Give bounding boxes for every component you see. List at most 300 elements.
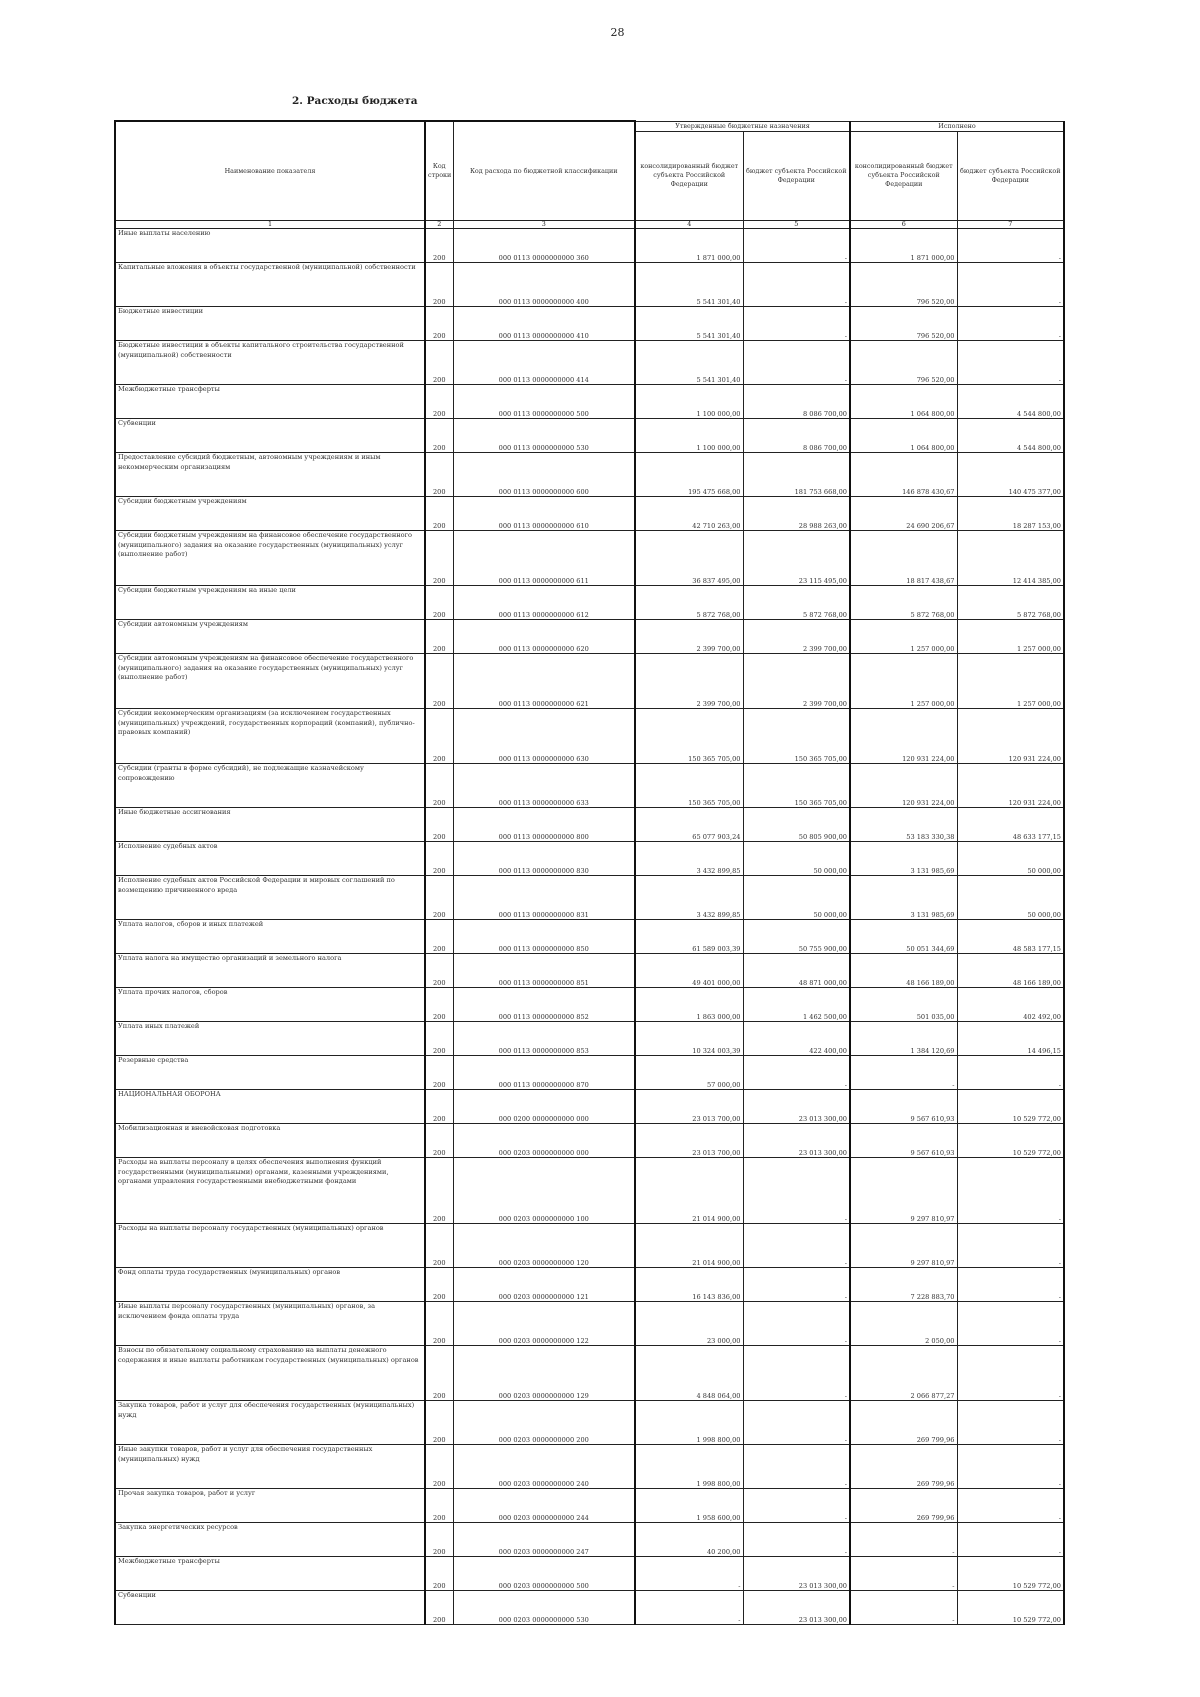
row-line-code: 200 [425, 263, 453, 307]
row-classification-code: 000 0203 0000000000 100 [453, 1158, 635, 1224]
row-approved-consolidated: 21 014 900,00 [635, 1224, 743, 1268]
row-executed-consolidated: 48 166 189,00 [850, 954, 957, 988]
row-executed-consolidated: 501 035,00 [850, 988, 957, 1022]
row-approved-consolidated: 5 541 301,40 [635, 341, 743, 385]
row-approved-subject: - [743, 307, 850, 341]
page-number: 28 [610, 26, 625, 39]
table-row [115, 419, 1064, 453]
row-line-code: 200 [425, 229, 453, 263]
row-approved-subject: - [743, 229, 850, 263]
row-classification-code: 000 0113 0000000000 850 [453, 920, 635, 954]
row-approved-consolidated: 16 143 836,00 [635, 1268, 743, 1302]
row-executed-consolidated: 796 520,00 [850, 263, 957, 307]
row-approved-subject: - [743, 341, 850, 385]
row-name: Иные закупки товаров, работ и услуг для обеспечения государственных (муниципальных) нужд [115, 1445, 425, 1489]
row-name: Иные бюджетные ассигнования [115, 808, 425, 842]
row-executed-consolidated: 120 931 224,00 [850, 764, 957, 808]
row-name: Закупка энергетических ресурсов [115, 1523, 425, 1557]
row-executed-consolidated: - [850, 1056, 957, 1090]
row-executed-subject: 48 583 177,15 [957, 920, 1064, 954]
row-classification-code: 000 0113 0000000000 400 [453, 263, 635, 307]
row-line-code: 200 [425, 620, 453, 654]
table-row [115, 842, 1064, 876]
row-executed-subject: 1 257 000,00 [957, 620, 1064, 654]
row-approved-consolidated: 1 100 000,00 [635, 385, 743, 419]
row-name: Субсидии бюджетным учреждениям [115, 497, 425, 531]
row-classification-code: 000 0113 0000000000 600 [453, 453, 635, 497]
table-row [115, 453, 1064, 497]
row-executed-consolidated: 269 799,96 [850, 1445, 957, 1489]
row-approved-consolidated: 4 848 064,00 [635, 1346, 743, 1401]
row-approved-consolidated: 36 837 495,00 [635, 531, 743, 586]
row-line-code: 200 [425, 954, 453, 988]
row-classification-code: 000 0113 0000000000 870 [453, 1056, 635, 1090]
row-approved-subject: 8 086 700,00 [743, 419, 850, 453]
row-classification-code: 000 0113 0000000000 630 [453, 709, 635, 764]
row-approved-consolidated: 57 000,00 [635, 1056, 743, 1090]
row-approved-subject: - [743, 1056, 850, 1090]
row-executed-subject: - [957, 1346, 1064, 1401]
row-approved-subject: - [743, 263, 850, 307]
row-approved-consolidated: 150 365 705,00 [635, 764, 743, 808]
row-executed-subject: 4 544 800,00 [957, 385, 1064, 419]
table-row [115, 654, 1064, 709]
row-name: Уплата иных платежей [115, 1022, 425, 1056]
row-name: Уплата налога на имущество организаций и земельного налога [115, 954, 425, 988]
row-approved-subject: - [743, 1224, 850, 1268]
row-line-code: 200 [425, 531, 453, 586]
row-name: Субсидии бюджетным учреждениям на финансовое обеспечение государственного (муниципального) задания на оказание государственных (муниципальных) услуг (выполнение работ) [115, 531, 425, 586]
row-executed-consolidated: 1 064 800,00 [850, 419, 957, 453]
row-executed-subject: 402 492,00 [957, 988, 1064, 1022]
row-classification-code: 000 0113 0000000000 633 [453, 764, 635, 808]
table-row [115, 1224, 1064, 1268]
row-approved-subject: 50 000,00 [743, 842, 850, 876]
row-line-code: 200 [425, 1056, 453, 1090]
row-name: Предоставление субсидий бюджетным, автономным учреждениям и иным некоммерческим организациям [115, 453, 425, 497]
row-approved-subject: 150 365 705,00 [743, 764, 850, 808]
row-classification-code: 000 0113 0000000000 360 [453, 229, 635, 263]
row-executed-subject: - [957, 1268, 1064, 1302]
row-executed-subject: 12 414 385,00 [957, 531, 1064, 586]
row-executed-subject: - [957, 341, 1064, 385]
row-executed-subject: 18 287 153,00 [957, 497, 1064, 531]
row-executed-consolidated: 1 871 000,00 [850, 229, 957, 263]
header-executed-consolidated: консолидированный бюджет субъекта Российской Федерации [850, 131, 957, 221]
row-name: Мобилизационная и вневойсковая подготовка [115, 1124, 425, 1158]
row-name: Межбюджетные трансферты [115, 385, 425, 419]
header-line-code: Код строки [425, 121, 453, 221]
row-executed-consolidated: - [850, 1591, 957, 1625]
column-number: 5 [743, 221, 850, 229]
row-classification-code: 000 0113 0000000000 414 [453, 341, 635, 385]
row-name: Иные выплаты персоналу государственных (муниципальных) органов, за исключением фонда оплаты труда [115, 1302, 425, 1346]
column-number: 6 [850, 221, 957, 229]
row-classification-code: 000 0203 0000000000 244 [453, 1489, 635, 1523]
row-executed-consolidated: - [850, 1557, 957, 1591]
row-approved-subject: 23 013 300,00 [743, 1124, 850, 1158]
header-approved-consolidated: консолидированный бюджет субъекта Российской Федерации [635, 131, 743, 221]
row-approved-consolidated: 1 958 600,00 [635, 1489, 743, 1523]
table-row [115, 586, 1064, 620]
row-name: Уплата налогов, сборов и иных платежей [115, 920, 425, 954]
row-executed-subject: 14 496,15 [957, 1022, 1064, 1056]
row-line-code: 200 [425, 453, 453, 497]
row-name: Иные выплаты населению [115, 229, 425, 263]
row-approved-subject: 150 365 705,00 [743, 709, 850, 764]
row-approved-consolidated: 150 365 705,00 [635, 709, 743, 764]
row-approved-consolidated: 1 998 800,00 [635, 1401, 743, 1445]
row-name: Исполнение судебных актов [115, 842, 425, 876]
row-executed-consolidated: 269 799,96 [850, 1489, 957, 1523]
row-line-code: 200 [425, 497, 453, 531]
row-approved-consolidated: 61 589 003,39 [635, 920, 743, 954]
row-line-code: 200 [425, 307, 453, 341]
row-classification-code: 000 0113 0000000000 620 [453, 620, 635, 654]
column-number: 4 [635, 221, 743, 229]
table-row [115, 709, 1064, 764]
table-body [115, 229, 1064, 1625]
row-name: Субсидии бюджетным учреждениям на иные цели [115, 586, 425, 620]
row-approved-consolidated: 40 200,00 [635, 1523, 743, 1557]
row-approved-subject: 23 013 300,00 [743, 1557, 850, 1591]
row-executed-subject: - [957, 229, 1064, 263]
row-executed-consolidated: 1 257 000,00 [850, 654, 957, 709]
row-classification-code: 000 0203 0000000000 240 [453, 1445, 635, 1489]
table-row [115, 1346, 1064, 1401]
row-executed-consolidated: 9 567 610,93 [850, 1124, 957, 1158]
row-line-code: 200 [425, 1124, 453, 1158]
row-executed-subject: 10 529 772,00 [957, 1591, 1064, 1625]
row-executed-consolidated: 9 567 610,93 [850, 1090, 957, 1124]
row-executed-consolidated: 24 690 206,67 [850, 497, 957, 531]
row-name: Закупка товаров, работ и услуг для обеспечения государственных (муниципальных) нужд [115, 1401, 425, 1445]
row-name: Бюджетные инвестиции [115, 307, 425, 341]
table-row [115, 1056, 1064, 1090]
row-classification-code: 000 0203 0000000000 000 [453, 1124, 635, 1158]
row-approved-consolidated: 2 399 700,00 [635, 654, 743, 709]
section-title: 2. Расходы бюджета [292, 95, 418, 107]
row-classification-code: 000 0113 0000000000 500 [453, 385, 635, 419]
table-row [115, 531, 1064, 586]
table-row [115, 229, 1064, 263]
row-classification-code: 000 0113 0000000000 610 [453, 497, 635, 531]
table-row [115, 954, 1064, 988]
row-executed-consolidated: 1 257 000,00 [850, 620, 957, 654]
column-number: 3 [453, 221, 635, 229]
row-approved-consolidated: 5 541 301,40 [635, 307, 743, 341]
row-approved-consolidated: 195 475 668,00 [635, 453, 743, 497]
row-approved-consolidated: 10 324 003,39 [635, 1022, 743, 1056]
row-approved-consolidated: 2 399 700,00 [635, 620, 743, 654]
row-approved-subject: - [743, 1302, 850, 1346]
header-approved-group: Утвержденные бюджетные назначения [635, 121, 850, 131]
table-row [115, 1090, 1064, 1124]
row-classification-code: 000 0113 0000000000 410 [453, 307, 635, 341]
table-row [115, 341, 1064, 385]
row-classification-code: 000 0203 0000000000 121 [453, 1268, 635, 1302]
row-line-code: 200 [425, 920, 453, 954]
row-executed-subject: - [957, 1401, 1064, 1445]
row-line-code: 200 [425, 654, 453, 709]
row-line-code: 200 [425, 419, 453, 453]
row-line-code: 200 [425, 1445, 453, 1489]
row-name: Уплата прочих налогов, сборов [115, 988, 425, 1022]
row-executed-consolidated: 50 051 344,69 [850, 920, 957, 954]
row-executed-subject: 4 544 800,00 [957, 419, 1064, 453]
row-classification-code: 000 0203 0000000000 122 [453, 1302, 635, 1346]
row-name: Межбюджетные трансферты [115, 1557, 425, 1591]
row-executed-subject: - [957, 1224, 1064, 1268]
row-line-code: 200 [425, 988, 453, 1022]
row-name: НАЦИОНАЛЬНАЯ ОБОРОНА [115, 1090, 425, 1124]
row-name: Расходы на выплаты персоналу государственных (муниципальных) органов [115, 1224, 425, 1268]
row-approved-subject: 50 000,00 [743, 876, 850, 920]
table-row [115, 1445, 1064, 1489]
table-row [115, 385, 1064, 419]
row-executed-subject: 50 000,00 [957, 876, 1064, 920]
row-approved-consolidated: 23 013 700,00 [635, 1124, 743, 1158]
row-name: Исполнение судебных актов Российской Федерации и мировых соглашений по возмещению причиненного вреда [115, 876, 425, 920]
row-line-code: 200 [425, 385, 453, 419]
row-line-code: 200 [425, 1401, 453, 1445]
row-line-code: 200 [425, 1489, 453, 1523]
row-name: Бюджетные инвестиции в объекты капитального строительства государственной (муниципальной) собственности [115, 341, 425, 385]
row-line-code: 200 [425, 1268, 453, 1302]
table-row [115, 1022, 1064, 1056]
table-row [115, 808, 1064, 842]
row-executed-subject: 10 529 772,00 [957, 1124, 1064, 1158]
row-approved-consolidated: 3 432 899,85 [635, 842, 743, 876]
row-line-code: 200 [425, 1224, 453, 1268]
row-line-code: 200 [425, 876, 453, 920]
row-executed-consolidated: 269 799,96 [850, 1401, 957, 1445]
row-line-code: 200 [425, 1022, 453, 1056]
row-approved-subject: 181 753 668,00 [743, 453, 850, 497]
row-executed-subject: - [957, 1445, 1064, 1489]
column-number: 7 [957, 221, 1064, 229]
table-row [115, 263, 1064, 307]
row-approved-subject: 23 115 495,00 [743, 531, 850, 586]
table-row [115, 876, 1064, 920]
row-approved-consolidated: 5 541 301,40 [635, 263, 743, 307]
table-row [115, 1489, 1064, 1523]
row-executed-subject: 10 529 772,00 [957, 1557, 1064, 1591]
row-executed-consolidated: - [850, 1523, 957, 1557]
row-approved-subject: 422 400,00 [743, 1022, 850, 1056]
row-executed-consolidated: 3 131 985,69 [850, 842, 957, 876]
table-row [115, 1124, 1064, 1158]
row-approved-subject: - [743, 1523, 850, 1557]
row-executed-consolidated: 2 050,00 [850, 1302, 957, 1346]
row-name: Субвенции [115, 419, 425, 453]
row-approved-subject: 48 871 000,00 [743, 954, 850, 988]
row-line-code: 200 [425, 1523, 453, 1557]
table-row [115, 1523, 1064, 1557]
row-executed-subject: - [957, 307, 1064, 341]
table-row [115, 1268, 1064, 1302]
row-name: Взносы по обязательному социальному страхованию на выплаты денежного содержания и иные выплаты работникам государственных (муниципальных) органов [115, 1346, 425, 1401]
row-executed-subject: 48 633 177,15 [957, 808, 1064, 842]
row-approved-subject: - [743, 1445, 850, 1489]
row-classification-code: 000 0113 0000000000 800 [453, 808, 635, 842]
table-row [115, 497, 1064, 531]
row-classification-code: 000 0113 0000000000 611 [453, 531, 635, 586]
row-approved-subject: - [743, 1346, 850, 1401]
row-line-code: 200 [425, 1346, 453, 1401]
row-classification-code: 000 0200 0000000000 000 [453, 1090, 635, 1124]
row-approved-consolidated: 21 014 900,00 [635, 1158, 743, 1224]
row-classification-code: 000 0203 0000000000 500 [453, 1557, 635, 1591]
row-executed-subject: 48 166 189,00 [957, 954, 1064, 988]
row-approved-consolidated: - [635, 1557, 743, 1591]
row-executed-subject: 120 931 224,00 [957, 709, 1064, 764]
table-row [115, 620, 1064, 654]
row-name: Фонд оплаты труда государственных (муниципальных) органов [115, 1268, 425, 1302]
row-executed-consolidated: 120 931 224,00 [850, 709, 957, 764]
row-name: Субсидии некоммерческим организациям (за исключением государственных (муниципальных) учреждений, государственных корпораций (компаний), публично-правовых компаний) [115, 709, 425, 764]
row-executed-consolidated: 146 878 430,67 [850, 453, 957, 497]
row-classification-code: 000 0203 0000000000 530 [453, 1591, 635, 1625]
row-classification-code: 000 0113 0000000000 851 [453, 954, 635, 988]
row-name: Субсидии (гранты в форме субсидий), не подлежащие казначейскому сопровождению [115, 764, 425, 808]
row-executed-consolidated: 7 228 883,70 [850, 1268, 957, 1302]
row-line-code: 200 [425, 1158, 453, 1224]
row-classification-code: 000 0113 0000000000 621 [453, 654, 635, 709]
row-approved-consolidated: 23 013 700,00 [635, 1090, 743, 1124]
column-number: 1 [115, 221, 425, 229]
header-executed-group: Исполнено [850, 121, 1064, 131]
row-executed-subject: 140 475 377,00 [957, 453, 1064, 497]
row-executed-consolidated: 2 066 877,27 [850, 1346, 957, 1401]
row-line-code: 200 [425, 842, 453, 876]
row-executed-consolidated: 53 183 330,38 [850, 808, 957, 842]
row-classification-code: 000 0203 0000000000 247 [453, 1523, 635, 1557]
column-number: 2 [425, 221, 453, 229]
row-executed-consolidated: 1 384 120,69 [850, 1022, 957, 1056]
row-approved-subject: 50 805 900,00 [743, 808, 850, 842]
row-classification-code: 000 0113 0000000000 530 [453, 419, 635, 453]
table-row [115, 764, 1064, 808]
row-approved-subject: 23 013 300,00 [743, 1090, 850, 1124]
row-name: Расходы на выплаты персоналу в целях обеспечения выполнения функций государственными (муниципальными) органами, казенными учреждениями, органами управления государственными внебюджетными фондами [115, 1158, 425, 1224]
row-name: Субвенции [115, 1591, 425, 1625]
row-classification-code: 000 0113 0000000000 852 [453, 988, 635, 1022]
row-approved-consolidated: 65 077 903,24 [635, 808, 743, 842]
row-line-code: 200 [425, 709, 453, 764]
row-approved-subject: 5 872 768,00 [743, 586, 850, 620]
row-name: Субсидии автономным учреждениям на финансовое обеспечение государственного (муниципального) задания на оказание государственных (муниципальных) услуг (выполнение работ) [115, 654, 425, 709]
row-approved-consolidated: 42 710 263,00 [635, 497, 743, 531]
row-executed-subject: - [957, 1302, 1064, 1346]
row-executed-subject: - [957, 1489, 1064, 1523]
row-name: Капитальные вложения в объекты государственной (муниципальной) собственности [115, 263, 425, 307]
row-approved-subject: - [743, 1489, 850, 1523]
row-line-code: 200 [425, 341, 453, 385]
row-executed-consolidated: 9 297 810,97 [850, 1224, 957, 1268]
row-approved-consolidated: 23 000,00 [635, 1302, 743, 1346]
row-classification-code: 000 0113 0000000000 612 [453, 586, 635, 620]
row-executed-consolidated: 18 817 438,67 [850, 531, 957, 586]
row-approved-subject: - [743, 1401, 850, 1445]
row-approved-subject: - [743, 1268, 850, 1302]
row-approved-subject: 1 462 500,00 [743, 988, 850, 1022]
row-approved-consolidated: 1 998 800,00 [635, 1445, 743, 1489]
row-executed-consolidated: 1 064 800,00 [850, 385, 957, 419]
row-executed-consolidated: 796 520,00 [850, 341, 957, 385]
row-classification-code: 000 0203 0000000000 120 [453, 1224, 635, 1268]
row-approved-subject: 2 399 700,00 [743, 620, 850, 654]
row-name: Субсидии автономным учреждениям [115, 620, 425, 654]
row-name: Прочая закупка товаров, работ и услуг [115, 1489, 425, 1523]
row-line-code: 200 [425, 1591, 453, 1625]
row-approved-subject: 28 988 263,00 [743, 497, 850, 531]
row-approved-consolidated: 1 100 000,00 [635, 419, 743, 453]
header-approved-subject: бюджет субъекта Российской Федерации [743, 131, 850, 221]
row-executed-subject: 120 931 224,00 [957, 764, 1064, 808]
row-approved-subject: - [743, 1158, 850, 1224]
table-row [115, 1557, 1064, 1591]
row-executed-subject: - [957, 1158, 1064, 1224]
table-row [115, 1401, 1064, 1445]
row-classification-code: 000 0113 0000000000 853 [453, 1022, 635, 1056]
row-approved-consolidated: - [635, 1591, 743, 1625]
row-approved-consolidated: 5 872 768,00 [635, 586, 743, 620]
row-executed-consolidated: 796 520,00 [850, 307, 957, 341]
header-executed-subject: бюджет субъекта Российской Федерации [957, 131, 1064, 221]
expenses-table [114, 120, 1065, 1625]
header-name: Наименование показателя [115, 121, 425, 221]
row-executed-consolidated: 5 872 768,00 [850, 586, 957, 620]
row-approved-consolidated: 1 871 000,00 [635, 229, 743, 263]
row-name: Резервные средства [115, 1056, 425, 1090]
table-header [115, 121, 1064, 229]
row-executed-subject: - [957, 1523, 1064, 1557]
row-approved-subject: 8 086 700,00 [743, 385, 850, 419]
row-line-code: 200 [425, 808, 453, 842]
row-approved-subject: 50 755 900,00 [743, 920, 850, 954]
row-classification-code: 000 0203 0000000000 200 [453, 1401, 635, 1445]
row-executed-subject: - [957, 1056, 1064, 1090]
row-approved-consolidated: 1 863 000,00 [635, 988, 743, 1022]
row-line-code: 200 [425, 1090, 453, 1124]
row-line-code: 200 [425, 1557, 453, 1591]
row-executed-consolidated: 3 131 985,69 [850, 876, 957, 920]
row-executed-consolidated: 9 297 810,97 [850, 1158, 957, 1224]
row-line-code: 200 [425, 764, 453, 808]
row-executed-subject: - [957, 263, 1064, 307]
row-classification-code: 000 0203 0000000000 129 [453, 1346, 635, 1401]
row-classification-code: 000 0113 0000000000 831 [453, 876, 635, 920]
table-row [115, 1158, 1064, 1224]
row-executed-subject: 1 257 000,00 [957, 654, 1064, 709]
table-row [115, 1302, 1064, 1346]
row-executed-subject: 5 872 768,00 [957, 586, 1064, 620]
row-approved-consolidated: 3 432 899,85 [635, 876, 743, 920]
row-line-code: 200 [425, 586, 453, 620]
row-executed-subject: 10 529 772,00 [957, 1090, 1064, 1124]
table-row [115, 1591, 1064, 1625]
row-approved-subject: 2 399 700,00 [743, 654, 850, 709]
row-line-code: 200 [425, 1302, 453, 1346]
row-approved-consolidated: 49 401 000,00 [635, 954, 743, 988]
row-approved-subject: 23 013 300,00 [743, 1591, 850, 1625]
table-row [115, 988, 1064, 1022]
table-row [115, 920, 1064, 954]
row-executed-subject: 50 000,00 [957, 842, 1064, 876]
table-row [115, 307, 1064, 341]
row-classification-code: 000 0113 0000000000 830 [453, 842, 635, 876]
